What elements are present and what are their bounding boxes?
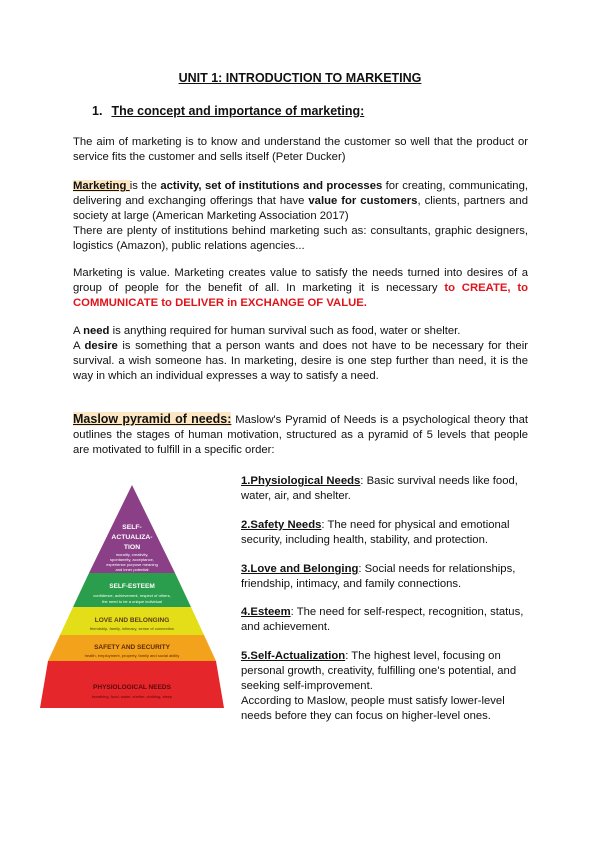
level-name-love-belonging: LOVE AND BELONGING [94,617,170,624]
maslow-intro-text: Maslow's Pyramid of Needs is a psychological theory that outlines the stages of human motivation, structured as a pyramid of 5 levels that people are motivated to fulfill in a specific order: [73,414,528,456]
institutions-text: There are plenty of institutions behind marketing such as: consultants, graphic designers, logistics (Amazon), public relations agencies... [73,225,528,252]
need-term: need [83,325,110,337]
section-number: 1. [92,104,103,118]
level-name-self-actualization-3: TION [123,544,141,551]
need-description: : The need for physical and emotional security, including health, stability, and protection. [241,519,510,546]
definition-text-1: is the [129,180,161,192]
definition-text-3: , clients, partners and society at large (American Marketing Association 2017) [73,195,528,222]
need-desire-paragraph [73,324,528,384]
definition-bold-2: value for customers [308,195,418,207]
level-name-self-actualization-2: ACTUALIZA- [111,534,153,541]
level-desc-safety: health, employment, property, family and social ability [84,653,180,658]
need-item-physiological [241,474,531,504]
maslow-pyramid [40,483,224,713]
need-label: 4.Esteem [241,606,291,618]
level-desc-self-esteem-1: confidence, achievement, respect of others, [93,593,171,598]
value-paragraph [73,266,528,311]
level-name-safety: SAFETY AND SECURITY [94,644,170,651]
level-desc-love-belonging: friendship, family, intimacy, sense of connection [89,626,175,631]
level-name-self-esteem: SELF-ESTEEM [109,583,155,590]
maslow-heading: Maslow pyramid of needs: [73,412,232,426]
level-name-physiological: PHYSIOLOGICAL NEEDS [93,684,171,691]
need-label: 1.Physiological Needs [241,475,361,487]
need-description: : The highest level, focusing on personal growth, creativity, fulfilling one's potential, and seeking self-improvement. [241,650,517,692]
value-text: Marketing is value. Marketing creates value to satisfy the needs turned into desires of a group of people for the benefit of all. In marketing it is necessary [73,267,528,294]
need-item-safety [241,518,531,548]
section-title: The concept and importance of marketing: [111,104,365,118]
level-desc-self-actualization-3: experience purpose meaning [106,562,158,567]
section-heading [92,104,364,118]
desire-term: desire [84,340,118,352]
need-item-self-actualization [241,649,531,724]
need-description: : Basic survival needs like food, water, air, and shelter. [241,475,518,502]
need-label: 3.Love and Belonging [241,563,359,575]
level-desc-self-actualization-4: and inner potential [115,567,149,572]
maslow-intro-paragraph [73,412,528,458]
level-desc-physiological: breathing, food, water, shelter, clothing, sleep [91,694,173,699]
need-description: : Social needs for relationships, friendship, intimacy, and family connections. [241,563,516,590]
need-definition: is anything required for human survival such as food, water or shelter. [109,325,461,337]
level-desc-self-actualization-1: morality, creativity, [115,552,149,557]
unit-title: UNIT 1: INTRODUCTION TO MARKETING [178,71,422,85]
need-item-love-belonging [241,562,531,592]
maslow-conclusion: According to Maslow, people must satisfy lower-level needs before they can focus on higher-level ones. [241,695,505,722]
level-desc-self-actualization-2: spontaneity, acceptance, [110,557,154,562]
need-item-esteem [241,605,531,635]
marketing-term: Marketing [73,180,130,192]
need-description: : The need for self-respect, recognition, status, and achievement. [241,606,524,633]
level-name-self-actualization-1: SELF- [122,524,142,531]
need-label: 5.Self-Actualization [241,650,346,662]
quote-paragraph: The aim of marketing is to know and understand the customer so well that the product or service fits the customer and sells itself (Peter Ducker) [73,136,528,163]
desire-prefix: A [73,340,85,352]
desire-definition: is something that a person wants and does not have to be necessary for their survival. a wish someone has. In marketing, desire is one step further than need, it is the way in which an individual expresses a way to satisfy a need. [73,340,528,382]
definition-paragraph [73,179,528,254]
need-label: 2.Safety Needs [241,519,322,531]
definition-text-2: for creating, communicating, delivering and exchanging offerings that have [73,180,528,207]
need-prefix: A [73,325,84,337]
definition-bold-1: activity, set of institutions and processes [160,180,383,192]
level-desc-self-esteem-2: the need to be a unique individual [102,599,162,604]
value-red-text: to CREATE, to COMMUNICATE to DELIVER in EXCHANGE OF VALUE. [73,282,528,309]
